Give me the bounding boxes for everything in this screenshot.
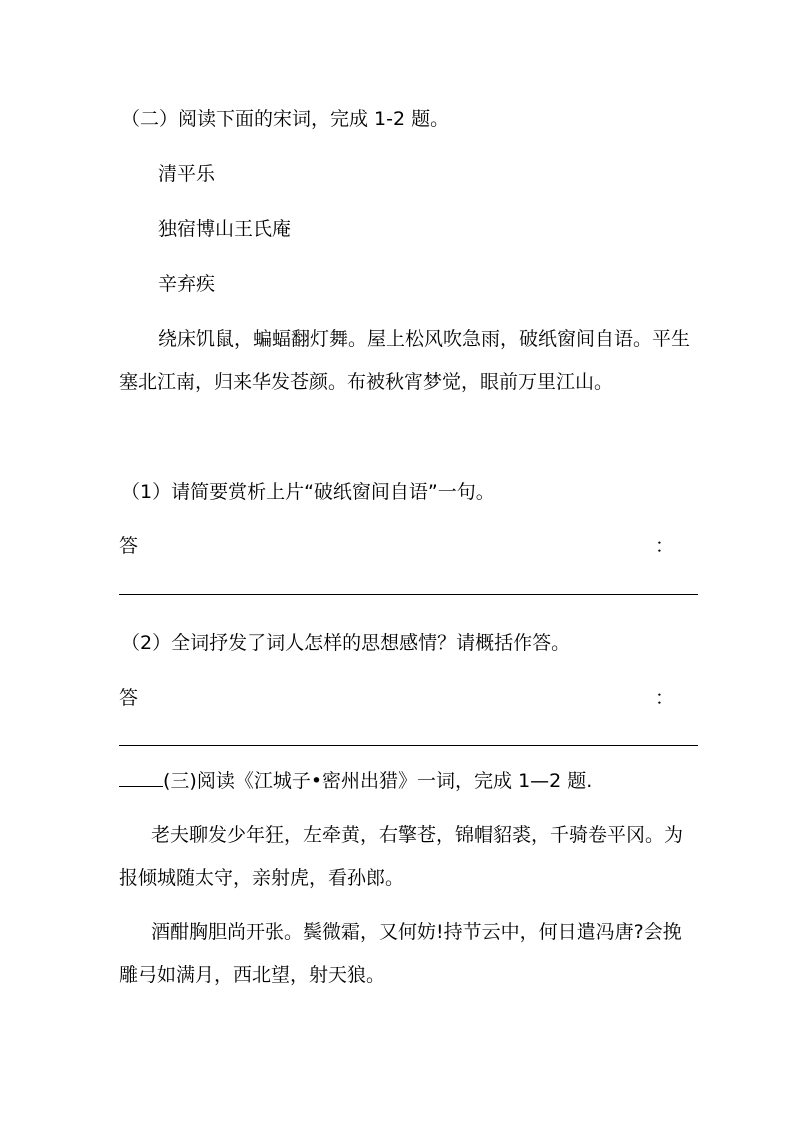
answer-colon-1: ： [655, 535, 675, 557]
answer-line-2[interactable] [119, 745, 698, 746]
poem-subtitle: 独宿博山王氏庵 [158, 218, 292, 240]
section3-heading: (三)阅读《江城子•密州出猎》一词，完成 1—2 题. [163, 770, 593, 792]
section2-heading: （二）阅读下面的宋词，完成 1-2 题。 [121, 108, 450, 130]
poem-author: 辛弃疾 [158, 273, 216, 295]
question-2: （2）全词抒发了词人怎样的思想感情？请概括作答。 [121, 632, 571, 654]
section3-para2-line2: 雕弓如满月，西北望，射天狼。 [119, 964, 386, 986]
section3-para1-line1: 老夫聊发少年狂，左牵黄，右擎苍，锦帽貂裘，千骑卷平冈。为 [151, 824, 684, 846]
answer-label-1: 答 [119, 535, 139, 557]
answer-line-1[interactable] [119, 594, 698, 595]
poem-title: 清平乐 [158, 163, 216, 185]
section3-para2-line1: 酒酣胸胆尚开张。鬓微霜，又何妨!持节云中，何日遣冯唐?会挽 [151, 921, 682, 943]
fill-blank-line[interactable] [119, 768, 163, 787]
answer-label-2: 答 [119, 687, 139, 709]
poem-line-1: 绕床饥鼠，蝙蝠翻灯舞。屋上松风吹急雨，破纸窗间自语。平生 [158, 328, 691, 350]
answer-colon-2: ： [655, 687, 675, 709]
section3-heading-row [119, 768, 592, 793]
question-1: （1）请简要赏析上片“破纸窗间自语”一句。 [121, 481, 495, 503]
poem-line-2: 塞北江南，归来华发苍颜。布被秋宵梦觉，眼前万里江山。 [119, 371, 614, 393]
section3-para1-line2: 报倾城随太守，亲射虎，看孙郎。 [119, 867, 405, 889]
